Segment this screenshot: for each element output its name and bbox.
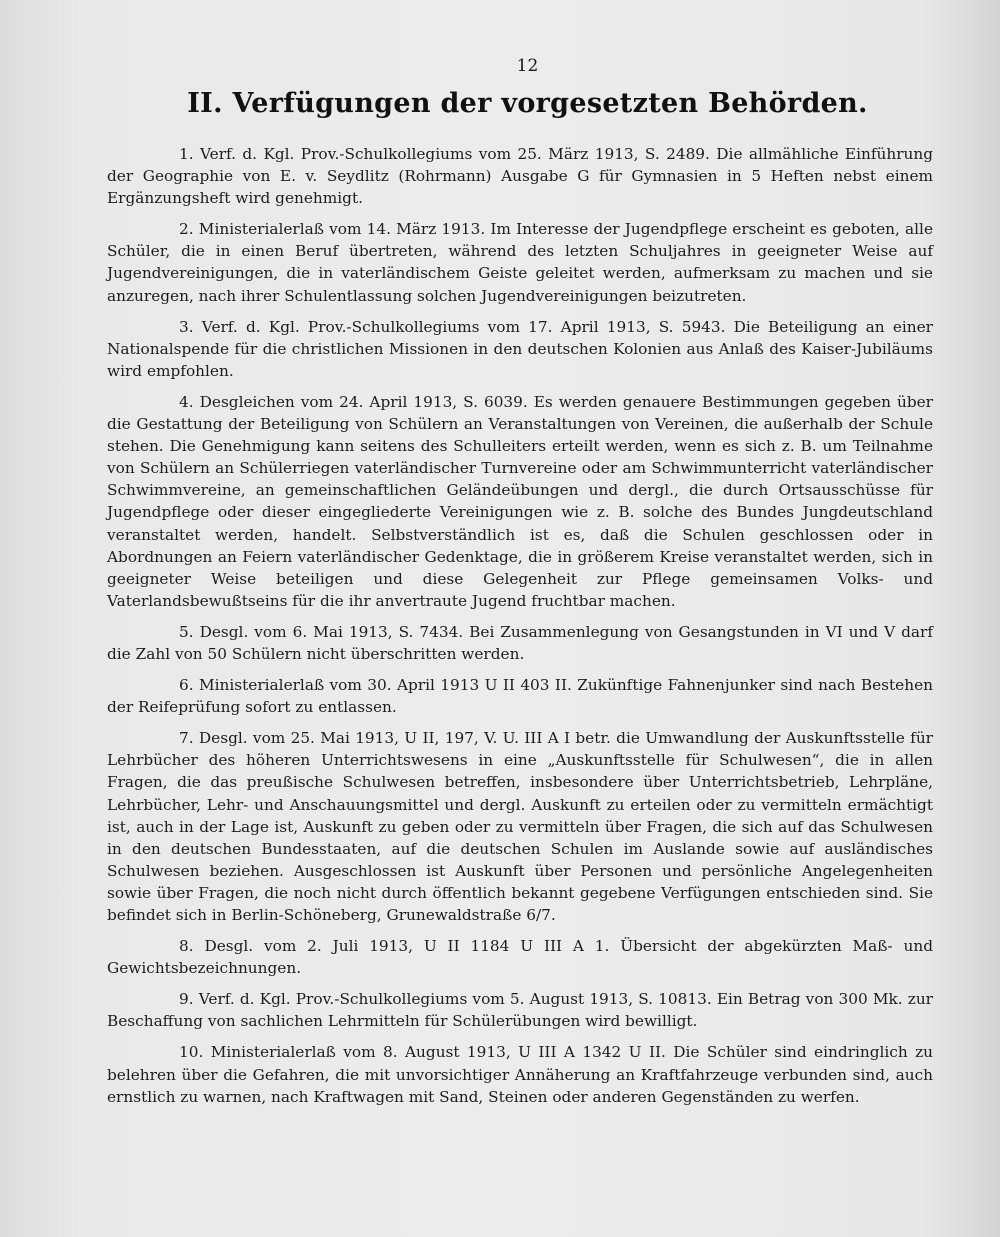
entry-text: Ministerialerlaß vom 30. April 1913 U II 403 II. Zukünftige Fahnenjunker sind nach Bestehen der Reifeprüfung sofort zu entlassen.	[107, 676, 933, 717]
entry-text: Desgl. vom 6. Mai 1913, S. 7434. Bei Zusammenlegung von Gesangstunden in VI und V darf die Zahl von 50 Schülern nicht überschritten werden.	[107, 622, 933, 663]
entry-number: 2.	[179, 220, 194, 239]
decree-entry-2	[107, 218, 933, 306]
entry-number: 8.	[179, 937, 194, 956]
entry-number: 4.	[179, 392, 194, 411]
entry-text: Desgl. vom 25. Mai 1913, U II, 197, V. U. III A I betr. die Umwandlung der Auskunftsstelle für Lehrbücher des höheren Unterrichtswesens in eine „Auskunftsstelle für Schulwesen“, die in allen Fragen, die das preußische Schulwesen betreffen, insbesondere über Unterrichtsbetrieb, Lehrpläne, Lehrbücher, Lehr- und Anschauungsmittel und dergl. Auskunft zu erteilen oder zu vermitteln ermächtigt ist, auch in der Lage ist, Auskunft zu geben oder zu vermitteln über Fragen, die sich auf das Schulwesen in den deutschen Bundesstaaten, auf die deutschen Schulen im Auslande sowie auf ausländisches Schulwesen beziehen. Ausgeschlossen ist Auskunft über Personen und persönliche Angelegenheiten sowie über Fragen, die noch nicht durch öffentlich bekannt gegebene Verfügungen entschieden sind. Sie befindet sich in Berlin-Schöneberg, Grunewaldstraße 6/7.	[107, 729, 933, 924]
entry-text: Verf. d. Kgl. Prov.-Schulkollegiums vom 17. April 1913, S. 5943. Die Beteiligung an einer Nationalspende für die christlichen Missionen in den deutschen Kolonien aus Anlaß des Kaiser-Jubiläums wird empfohlen.	[107, 317, 933, 380]
page-number: 12	[516, 56, 539, 76]
decree-entry-9	[107, 988, 933, 1032]
entry-number: 9.	[179, 990, 194, 1009]
section-heading: II. Verfügungen der vorgesetzten Behörden.	[187, 88, 868, 119]
decree-entry-6	[107, 674, 933, 718]
entry-text: Ministerialerlaß vom 8. August 1913, U III A 1342 U II. Die Schüler sind eindringlich zu belehren über die Gefahren, die mit unvorsichtiger Annäherung an Kraftfahrzeuge verbunden sind, auch ernstlich zu warnen, nach Kraftwagen mit Sand, Steinen oder anderen Gegenständen zu werfen.	[107, 1043, 933, 1106]
decree-entry-7	[107, 727, 933, 926]
decree-entry-4	[107, 391, 933, 612]
entry-text: Desgleichen vom 24. April 1913, S. 6039. Es werden genauere Bestimmungen gegeben über die Gestattung der Beteiligung von Schülern an Veranstaltungen von Vereinen, die außerhalb der Schule stehen. Die Genehmigung kann seitens des Schulleiters erteilt werden, wenn es sich z. B. um Teilnahme von Schülern an Schülerriegen vaterländischer Turnvereine oder am Schwimmunterricht vaterländischer Schwimmvereine, an gemeinschaftlichen Geländeübungen und dergl., die durch Ortsausschüsse für Jugendpflege oder dieser eingegliederte Vereinigungen wie z. B. solche des Bundes Jungdeutschland veranstaltet werden, handelt. Selbstverständlich ist es, daß die Schulen geschlossen oder in Abordnungen an Feiern vaterländischer Gedenktage, die in größerem Kreise veranstaltet werden, sich in geeigneter Weise beteiligen und diese Gelegenheit zur Pflege gemeinsamen Volks- und Vaterlandsbewußtseins für die ihr anvertraute Jugend fruchtbar machen.	[107, 392, 933, 610]
entry-number: 5.	[179, 622, 194, 641]
decree-entry-3	[107, 316, 933, 382]
entry-text: Verf. d. Kgl. Prov.-Schulkollegiums vom 5. August 1913, S. 10813. Ein Betrag von 300 Mk. zur Beschaffung von sachlichen Lehrmitteln für Schülerübungen wird bewilligt.	[107, 990, 933, 1031]
decree-list	[107, 143, 933, 1117]
entry-text: Ministerialerlaß vom 14. März 1913. Im Interesse der Jugendpflege erscheint es geboten, alle Schüler, die in einen Beruf übertreten, während des letzten Schuljahres in geeigneter Weise auf Jugendvereinigungen, die in vaterländischem Geiste geleitet werden, aufmerksam zu machen und sie anzuregen, nach ihrer Schulentlassung solchen Jugendvereinigungen beizutreten.	[107, 220, 933, 305]
entry-number: 10.	[179, 1043, 204, 1062]
entry-number: 3.	[179, 317, 194, 336]
decree-entry-5	[107, 621, 933, 665]
entry-number: 1.	[179, 145, 194, 163]
entry-text: Desgl. vom 2. Juli 1913, U II 1184 U III A 1. Übersicht der abgekürzten Maß- und Gewichtsbezeichnungen.	[107, 937, 933, 978]
entry-text: Verf. d. Kgl. Prov.-Schulkollegiums vom 25. März 1913, S. 2489. Die allmähliche Einführung der Geographie von E. v. Seydlitz (Rohrmann) Ausgabe G für Gymnasien in 5 Heften nebst einem Ergänzungsheft wird genehmigt.	[107, 145, 933, 208]
decree-entry-1	[107, 143, 933, 209]
decree-entry-10	[107, 1041, 933, 1107]
entry-number: 6.	[179, 676, 194, 695]
entry-number: 7.	[179, 729, 194, 748]
decree-entry-8	[107, 935, 933, 979]
